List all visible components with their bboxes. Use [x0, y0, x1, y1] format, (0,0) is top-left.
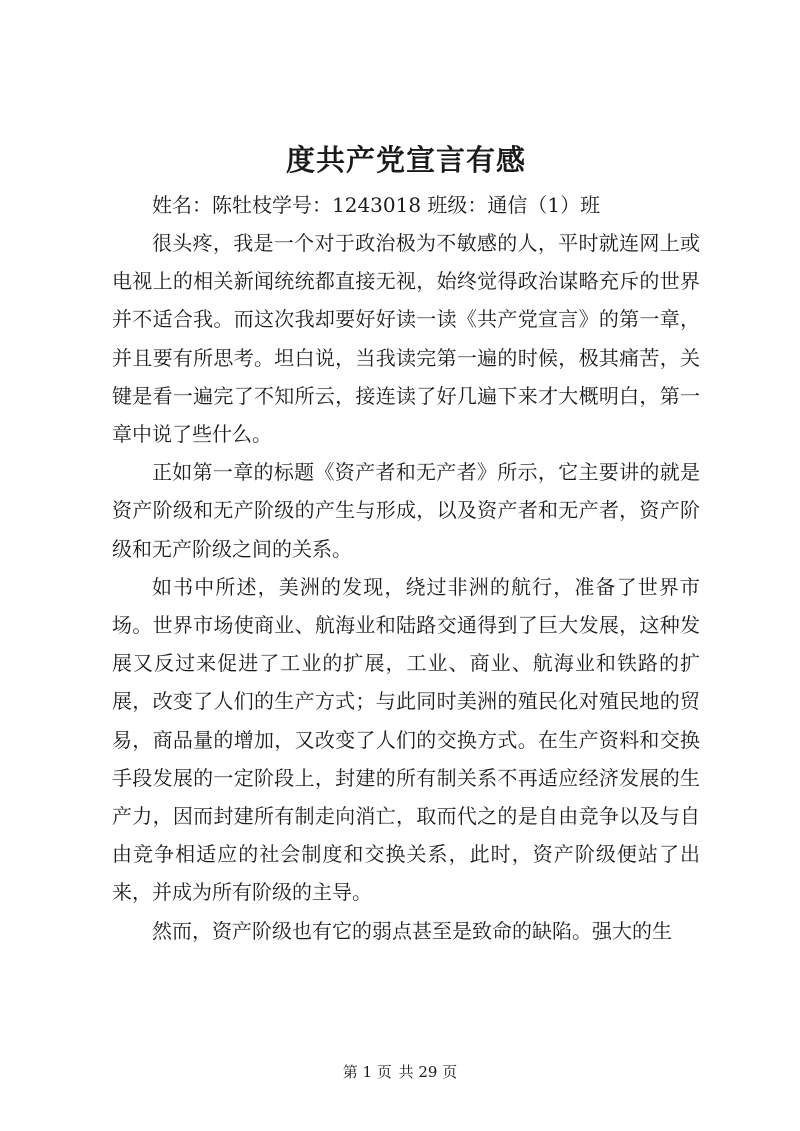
- page-number: 第 1 页: [342, 1063, 392, 1081]
- document-title: 度共产党宣言有感: [285, 143, 526, 177]
- page-footer: [0, 1062, 800, 1082]
- body-paragraph-3: 如书中所述，美洲的发现，绕过非洲的航行，准备了世界市场。世界市场使商业、航海业和陆路交通得到了巨大发展，这种发展又反过来促进了工业的扩展，工业、商业、航海业和铁路的扩展，改变了人们的生产方式；与此同时美洲的殖民化对殖民地的贸易，商品量的增加，又改变了人们的交换方式。在生产资料和交换手段发展的一定阶段上，封建的所有制关系不再适应经济发展的生产力，因而封建所有制走向消亡，取而代之的是自由竞争以及与自由竞争相适应的社会制度和交换关系，此时，资产阶级便站了出来，并成为所有阶级的主导。: [112, 574, 700, 905]
- body-paragraph-4: 然而，资产阶级也有它的弱点甚至是致命的缺陷。强大的生: [152, 918, 672, 943]
- body-paragraph-2: 正如第一章的标题《资产者和无产者》所示，它主要讲的就是资产阶级和无产阶级的产生与形成，以及资产者和无产者，资产阶级和无产阶级之间的关系。: [112, 460, 700, 561]
- body-paragraph-1: 很头疼，我是一个对于政治极为不敏感的人，平时就连网上或电视上的相关新闻统统都直接无视，始终觉得政治谋略充斥的世界并不适合我。而这次我却要好好读一读《共产党宣言》的第一章，并且要有所思考。坦白说，当我读完第一遍的时候，极其痛苦，关键是看一遍完了不知所云，接连读了好几遍下来才大概明白，第一章中说了些什么。: [112, 231, 700, 447]
- author-info-line: 姓名：陈牡枝学号：1243018 班级：通信（1）班: [152, 193, 601, 217]
- total-pages: 共 29 页: [398, 1063, 458, 1081]
